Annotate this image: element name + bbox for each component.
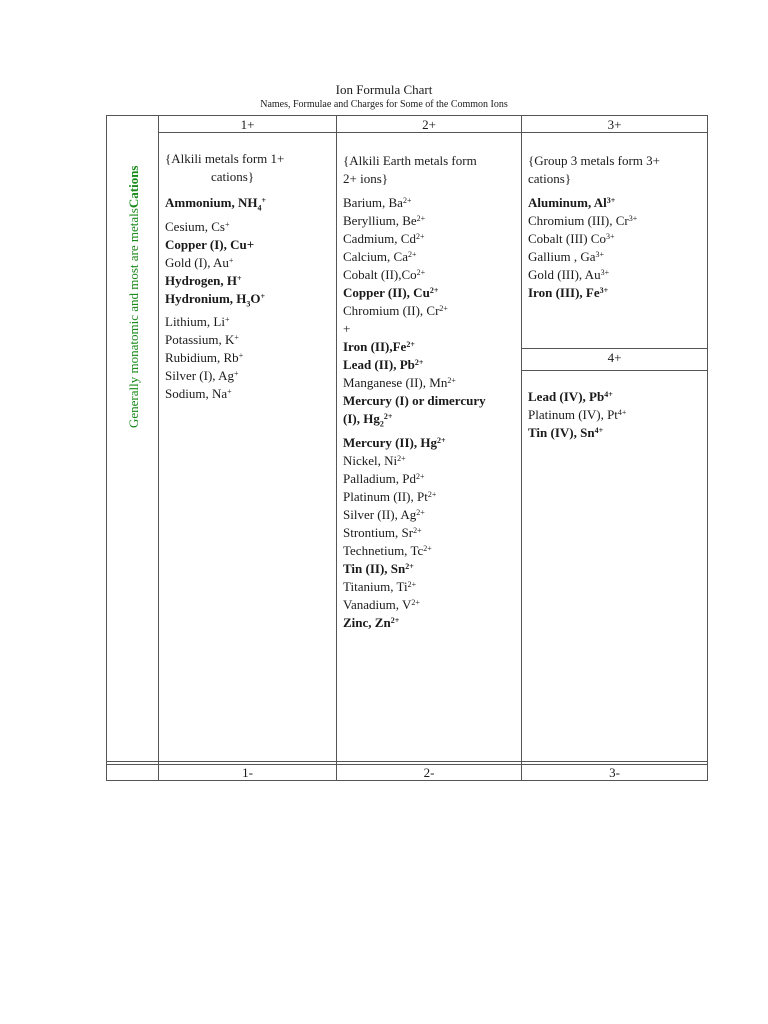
ion-name: Strontium, Sr — [343, 524, 414, 540]
cations-side-label — [126, 128, 142, 428]
col2-intro-line1: {Alkili Earth metals form — [343, 153, 477, 168]
ion-subscript: 3 — [246, 299, 251, 309]
ion-charge: 3+ — [595, 250, 605, 259]
ion-list-item — [165, 272, 333, 290]
ion-charge: 2+ — [427, 489, 437, 499]
ion-charge: 2+ — [405, 561, 414, 571]
ion-name: Mercury (II), Hg — [343, 434, 437, 450]
ion-list-item — [528, 230, 704, 248]
col1-left-line — [158, 115, 159, 781]
col4-header-divider — [521, 370, 708, 371]
ion-name: + — [343, 321, 351, 336]
ion-name: (I), Hg — [343, 411, 380, 426]
footer-header-1minus: 1- — [242, 765, 253, 780]
ion-charge: 2+ — [416, 268, 426, 277]
ion-list-item — [343, 230, 519, 248]
ion-list-item — [528, 284, 704, 302]
ion-charge: 2+ — [447, 376, 456, 385]
ion-charge: + — [224, 315, 230, 325]
ion-name: Titanium, Ti — [343, 578, 408, 594]
ion-list-item — [165, 331, 333, 349]
ion-charge: 2+ — [416, 214, 426, 223]
ion-list-item — [165, 194, 333, 218]
ion-name: Cobalt (III) Co — [528, 231, 606, 246]
ion-name: Hydronium, H — [165, 290, 247, 306]
ion-name: Iron (II),Fe — [343, 339, 407, 354]
ion-name: Palladium, Pd — [343, 470, 416, 486]
ion-charge: 2+ — [411, 597, 420, 607]
ion-charge: 4+ — [594, 426, 604, 435]
ion-charge: + — [233, 369, 239, 379]
page-subtitle: Names, Formulae and Charges for Some of the Common Ions — [260, 99, 508, 110]
ion-list-item — [528, 424, 704, 442]
ion-name: Silver (I), Ag — [165, 368, 234, 384]
ion-list-item — [165, 349, 333, 367]
header-2plus: 2+ — [422, 117, 436, 132]
ion-list-item — [165, 254, 333, 272]
ion-list-item — [165, 236, 333, 254]
ion-charge: 2+ — [413, 525, 422, 535]
col-2plus — [343, 152, 519, 632]
ion-name: Platinum (IV), Pt — [528, 407, 618, 422]
col-4plus — [528, 388, 704, 442]
col1-intro — [165, 150, 333, 186]
ion-charge: 2+ — [436, 435, 446, 445]
ion-charge: + — [238, 351, 244, 361]
col4-top-line — [521, 348, 708, 349]
ion-name: Calcium, Ca — [343, 249, 408, 264]
ion-list-item — [528, 212, 704, 230]
col-3plus — [528, 152, 704, 302]
ion-list-item — [343, 452, 519, 470]
ion-name: Copper (I), Cu+ — [165, 236, 255, 252]
ion-list-item — [343, 392, 519, 410]
ion-charge: 2+ — [408, 250, 417, 259]
ion-name: Chromium (II), Cr — [343, 303, 440, 318]
ion-charge: 2+ — [439, 304, 448, 313]
col1-intro-line2: cations} — [211, 169, 255, 184]
ion-list-item — [528, 266, 704, 284]
ion-name: Rubidium, Rb — [165, 350, 239, 366]
ion-list-item — [343, 470, 519, 488]
ion-charge: + — [228, 255, 234, 265]
page-title: Ion Formula Chart — [335, 82, 433, 97]
ion-charge: 2+ — [406, 340, 415, 349]
ion-charge: + — [237, 273, 242, 283]
footer-header-3minus: 3- — [609, 765, 620, 780]
ion-name: Barium, Ba — [343, 195, 403, 210]
col3-intro-line1: {Group 3 metals form 3+ — [528, 153, 660, 168]
ion-list-item — [343, 248, 519, 266]
ion-name: Potassium, K — [165, 332, 235, 348]
ion-list-item — [343, 374, 519, 392]
header-4plus: 4+ — [607, 350, 622, 365]
table-border-right — [707, 115, 708, 781]
ion-list-item — [165, 218, 333, 236]
col3-left-line — [521, 115, 522, 781]
ion-name: Silver (II), Ag — [343, 506, 417, 522]
ion-list-item — [343, 356, 519, 374]
ion-list-item — [528, 194, 704, 212]
ion-name: Lead (II), Pb — [343, 357, 415, 372]
col2-ion-list — [343, 194, 519, 632]
ion-name: Beryllium, Be — [343, 213, 417, 228]
ion-charge: 2+ — [402, 196, 412, 205]
ion-list-item — [528, 406, 704, 424]
ion-list-item — [343, 542, 519, 560]
col3-intro — [528, 152, 704, 188]
ion-charge: 2+ — [415, 232, 425, 241]
col3-intro-line2: cations} — [528, 171, 572, 186]
ion-name: Iron (III), Fe — [528, 285, 600, 300]
ion-list-item — [165, 290, 333, 314]
ion-list-item — [343, 266, 519, 284]
ion-charge: 3+ — [606, 196, 616, 205]
ion-list-item — [165, 313, 333, 331]
ion-name: Vanadium, V — [343, 596, 412, 612]
ion-name: Tin (II), Sn — [343, 560, 406, 576]
ion-name: Copper (II), Cu — [343, 285, 430, 300]
ion-charge: 2+ — [407, 579, 417, 589]
ion-list-item — [343, 506, 519, 524]
ion-name: Lead (IV), Pb — [528, 389, 605, 404]
ion-list-item — [343, 560, 519, 578]
ion-list-item — [343, 320, 519, 338]
ion-charge: + — [261, 196, 267, 205]
ion-name: Sodium, Na — [165, 386, 228, 402]
ion-name: Cesium, Cs — [165, 218, 225, 234]
col2-intro — [343, 152, 519, 188]
ion-name: Mercury (I) or dimercury — [343, 393, 486, 408]
ion-list-item — [343, 302, 519, 320]
ion-subscript: 2 — [379, 419, 384, 429]
table-border-left — [106, 115, 107, 781]
ion-name: Zinc, Zn — [343, 614, 391, 630]
ion-list-item — [528, 388, 704, 406]
ion-charge: 3+ — [605, 232, 615, 241]
ion-name: Tin (IV), Sn — [528, 425, 595, 440]
table-body-bottom — [106, 761, 708, 762]
ion-list-item — [343, 284, 519, 302]
side-label-cations: Cations — [126, 165, 141, 209]
ion-charge: + — [260, 291, 266, 301]
ion-name: Cadmium, Cd — [343, 231, 416, 246]
ion-list-item — [343, 596, 519, 614]
ion-charge: + — [234, 333, 239, 343]
ion-list-item — [343, 212, 519, 230]
ion-list-item — [343, 488, 519, 506]
ion-charge: + — [227, 387, 232, 397]
col1-ion-list — [165, 194, 333, 403]
ion-name: Manganese (II), Mn — [343, 375, 448, 390]
ion-name: Nickel, Ni — [343, 452, 398, 468]
ion-list-item — [343, 524, 519, 542]
ion-name: Lithium, Li — [165, 314, 225, 330]
col2-left-line — [336, 115, 337, 781]
ion-charge: 2+ — [383, 412, 393, 421]
side-label-text: Generally monatomic and most are metals — [126, 208, 141, 428]
ion-charge: + — [224, 219, 230, 229]
ion-list-item — [165, 367, 333, 385]
ion-list-item — [343, 410, 519, 434]
ion-charge: 2+ — [423, 543, 432, 553]
ion-charge: 4+ — [617, 408, 627, 417]
ion-subscript: 4 — [257, 203, 262, 213]
ion-list-item — [343, 194, 519, 212]
ion-formula-tail: O — [250, 290, 261, 306]
ion-list-item — [343, 338, 519, 356]
ion-list-item — [165, 385, 333, 403]
col2-intro-line2: 2+ ions} — [343, 171, 388, 186]
ion-list-item — [343, 434, 519, 452]
footer-header-2minus: 2- — [423, 765, 435, 780]
col1-intro-line1: {Alkili metals form 1+ — [165, 151, 285, 166]
ion-name: Technetium, Tc — [343, 542, 424, 558]
ion-charge: 3+ — [600, 268, 610, 277]
ion-name: Gallium , Ga — [528, 249, 596, 264]
table-border-top — [106, 115, 708, 116]
ion-charge: 2+ — [397, 453, 406, 463]
ion-list-item — [343, 578, 519, 596]
ion-charge: 2+ — [415, 471, 425, 481]
ion-charge: 2+ — [390, 615, 400, 625]
header-3plus: 3+ — [607, 117, 622, 132]
col-1plus — [165, 150, 333, 403]
ion-charge: 2+ — [429, 286, 439, 295]
ion-name: Platinum (II), Pt — [343, 488, 428, 504]
ion-charge: 2+ — [414, 358, 424, 367]
ion-name: Gold (III), Au — [528, 267, 601, 282]
ion-list-item — [343, 614, 519, 632]
ion-list-item — [528, 248, 704, 266]
col4-ion-list — [528, 388, 704, 442]
ion-name: Cobalt (II),Co — [343, 267, 417, 282]
ion-charge: 2+ — [416, 507, 425, 517]
ion-name: Chromium (III), Cr — [528, 213, 629, 228]
ion-charge: 4+ — [604, 390, 613, 399]
ion-charge: 3+ — [628, 214, 638, 223]
ion-name: Ammonium, NH — [165, 195, 258, 210]
ion-name: Aluminum, Al — [528, 195, 607, 210]
ion-name: Gold (I), Au — [165, 254, 229, 270]
ion-charge: 3+ — [599, 286, 609, 295]
col3-ion-list — [528, 194, 704, 302]
ion-name: Hydrogen, H — [165, 272, 237, 288]
header-1plus: 1+ — [240, 117, 255, 132]
